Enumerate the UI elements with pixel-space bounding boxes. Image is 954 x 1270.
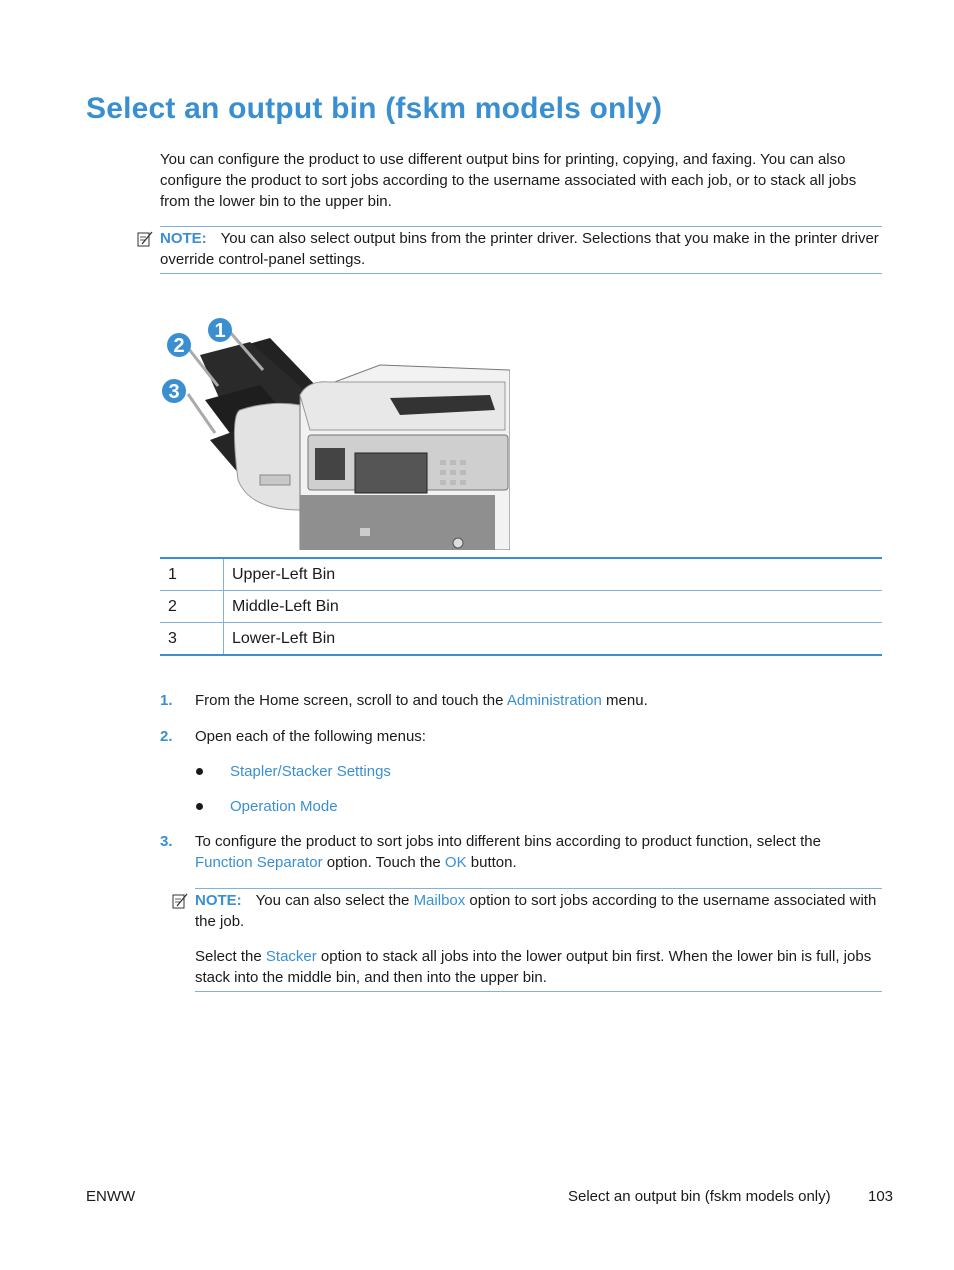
legend-row [160, 590, 882, 622]
legend-number: 2 [160, 591, 224, 622]
note-paragraph: NOTE: You can also select the Mailbox option to sort jobs according to the username associated with the job. [195, 892, 877, 930]
note-box [195, 888, 882, 992]
footer-section: Select an output bin (fskm models only) [568, 1188, 831, 1205]
page-number: 103 [868, 1188, 894, 1205]
legend-label: Middle-Left Bin [232, 597, 339, 615]
note-label: NOTE: [195, 892, 242, 909]
step-text: Open each of the following menus: [195, 728, 426, 745]
administration-link[interactable]: Administration [506, 692, 602, 709]
stacker-link[interactable]: Stacker [265, 948, 317, 965]
step-text: To configure the product to sort jobs into different bins according to product function, select the Function Separator option. Touch the OK button. [195, 833, 821, 871]
note-paragraph: Select the Stacker option to stack all jobs into the lower output bin first. When the lower bin is full, jobs stack into the middle bin, and then into the upper bin. [195, 948, 872, 986]
note-label: NOTE: [160, 230, 207, 247]
note-icon [137, 231, 153, 247]
note-icon [172, 893, 188, 909]
legend-number: 1 [160, 559, 224, 590]
ok-link[interactable]: OK [444, 854, 467, 871]
legend-table [160, 557, 882, 656]
callout-2: 2 [173, 335, 185, 357]
step-number: 1. [160, 692, 173, 709]
callout-3: 3 [168, 381, 180, 403]
intro-paragraph: You can configure the product to use different output bins for printing, copying, and faxing. You can also configure the product to sort jobs according to the username associated with each job, or to stack all jobs from the lower bin to the upper bin. [160, 151, 857, 210]
footer-left: ENWW [86, 1188, 136, 1205]
bullet-dot [196, 768, 203, 775]
note-text: You can also select output bins from the printer driver. Selections that you make in the printer driver override control-panel settings. [160, 230, 879, 268]
printer-figure [160, 310, 510, 550]
legend-number: 3 [160, 623, 224, 654]
legend-row [160, 622, 882, 654]
step-number: 2. [160, 728, 173, 745]
stapler-stacker-settings-link[interactable]: Stapler/Stacker Settings [230, 763, 391, 780]
callout-1: 1 [214, 320, 226, 342]
function-separator-link[interactable]: Function Separator [195, 854, 323, 871]
page-title: Select an output bin (fskm models only) [86, 92, 663, 125]
step-text: From the Home screen, scroll to and touch the Administration menu. [195, 692, 648, 709]
mailbox-link[interactable]: Mailbox [413, 892, 466, 909]
bullet-dot [196, 803, 203, 810]
step-number: 3. [160, 833, 173, 850]
legend-row [160, 559, 882, 590]
legend-label: Lower-Left Bin [232, 629, 336, 647]
note-box [160, 226, 882, 274]
legend-label: Upper-Left Bin [232, 565, 336, 583]
operation-mode-link[interactable]: Operation Mode [230, 798, 338, 815]
